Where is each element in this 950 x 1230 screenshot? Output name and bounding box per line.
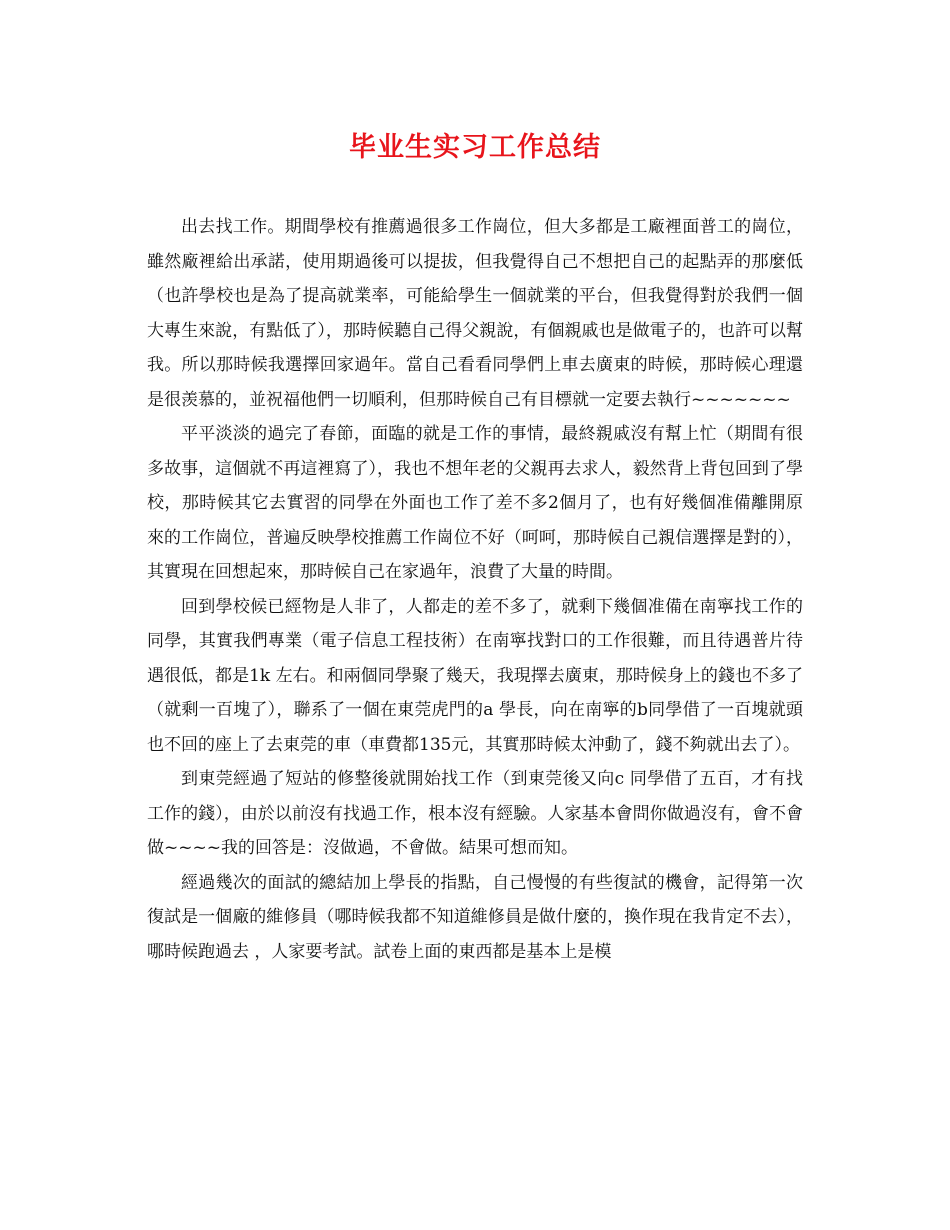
paragraph: 經過幾次的面試的總結加上學長的指點，自己慢慢的有些復試的機會，記得第一次復試是一個廠的維修員（哪時候我都不知道維修員是做什麼的，換作現在我肯定不去），哪時候跑過去 ，人家要考試。試卷上面的東西都是基本上是模 (147, 872, 803, 962)
paragraph: 回到學校候已經物是人非了，人都走的差不多了，就剩下幾個准備在南寧找工作的同學，其實我們專業（電子信息工程技術）在南寧找對口的工作很難，而且待遇普片待遇很低，都是1k 左右。和兩個同學聚了幾天，我現擇去廣東，那時候身上的錢也不多了（就剩一百塊了），聯系了一個在東莞虎門的a 學長，向在南寧的b同學借了一百塊就頭也不回的座上了去東莞的車（車費都135元，其實那時候太沖動了，錢不夠就出去了）。 (147, 596, 803, 755)
paragraph: 平平淡淡的過完了春節，面臨的就是工作的事情，最終親戚沒有幫上忙（期間有很多故事，這個就不再這裡寫了），我也不想年老的父親再去求人，毅然背上背包回到了學校，那時候其它去實習的同學在外面也工作了差不多2個月了，也有好幾個准備離開原來的工作崗位，普遍反映學校推薦工作崗位不好（呵呵，那時候自己親信選擇是對的），其實現在回想起來，那時候自己在家過年，浪費了大量的時間。 (147, 424, 803, 582)
document-title: 毕业生实习工作总结 (349, 132, 601, 163)
document-body (147, 210, 803, 969)
paragraph: 到東莞經過了短站的修整後就開始找工作（到東莞後又向c 同學借了五百，才有找工作的錢），由於以前沒有找過工作，根本沒有經驗。人家基本會問你做過沒有，會不會做~~~~我的回答是：沒做過，不會做。結果可想而知。 (147, 769, 803, 858)
paragraph: 出去找工作。期間學校有推薦過很多工作崗位，但大多都是工廠裡面普工的崗位，雖然廠裡給出承諾，使用期過後可以提拔，但我覺得自己不想把自己的起點弄的那麼低（也許學校也是為了提高就業率，可能給學生一個就業的平台，但我覺得對於我們一個大專生來說，有點低了），那時候聽自己得父親說，有個親戚也是做電子的，也許可以幫我。所以那時候我選擇回家過年。當自己看看同學們上車去廣東的時候，那時候心理還是很羡慕的，並祝福他們一切順利，但那時候自己有目標就一定要去執行~~~~~~~ (147, 217, 803, 410)
